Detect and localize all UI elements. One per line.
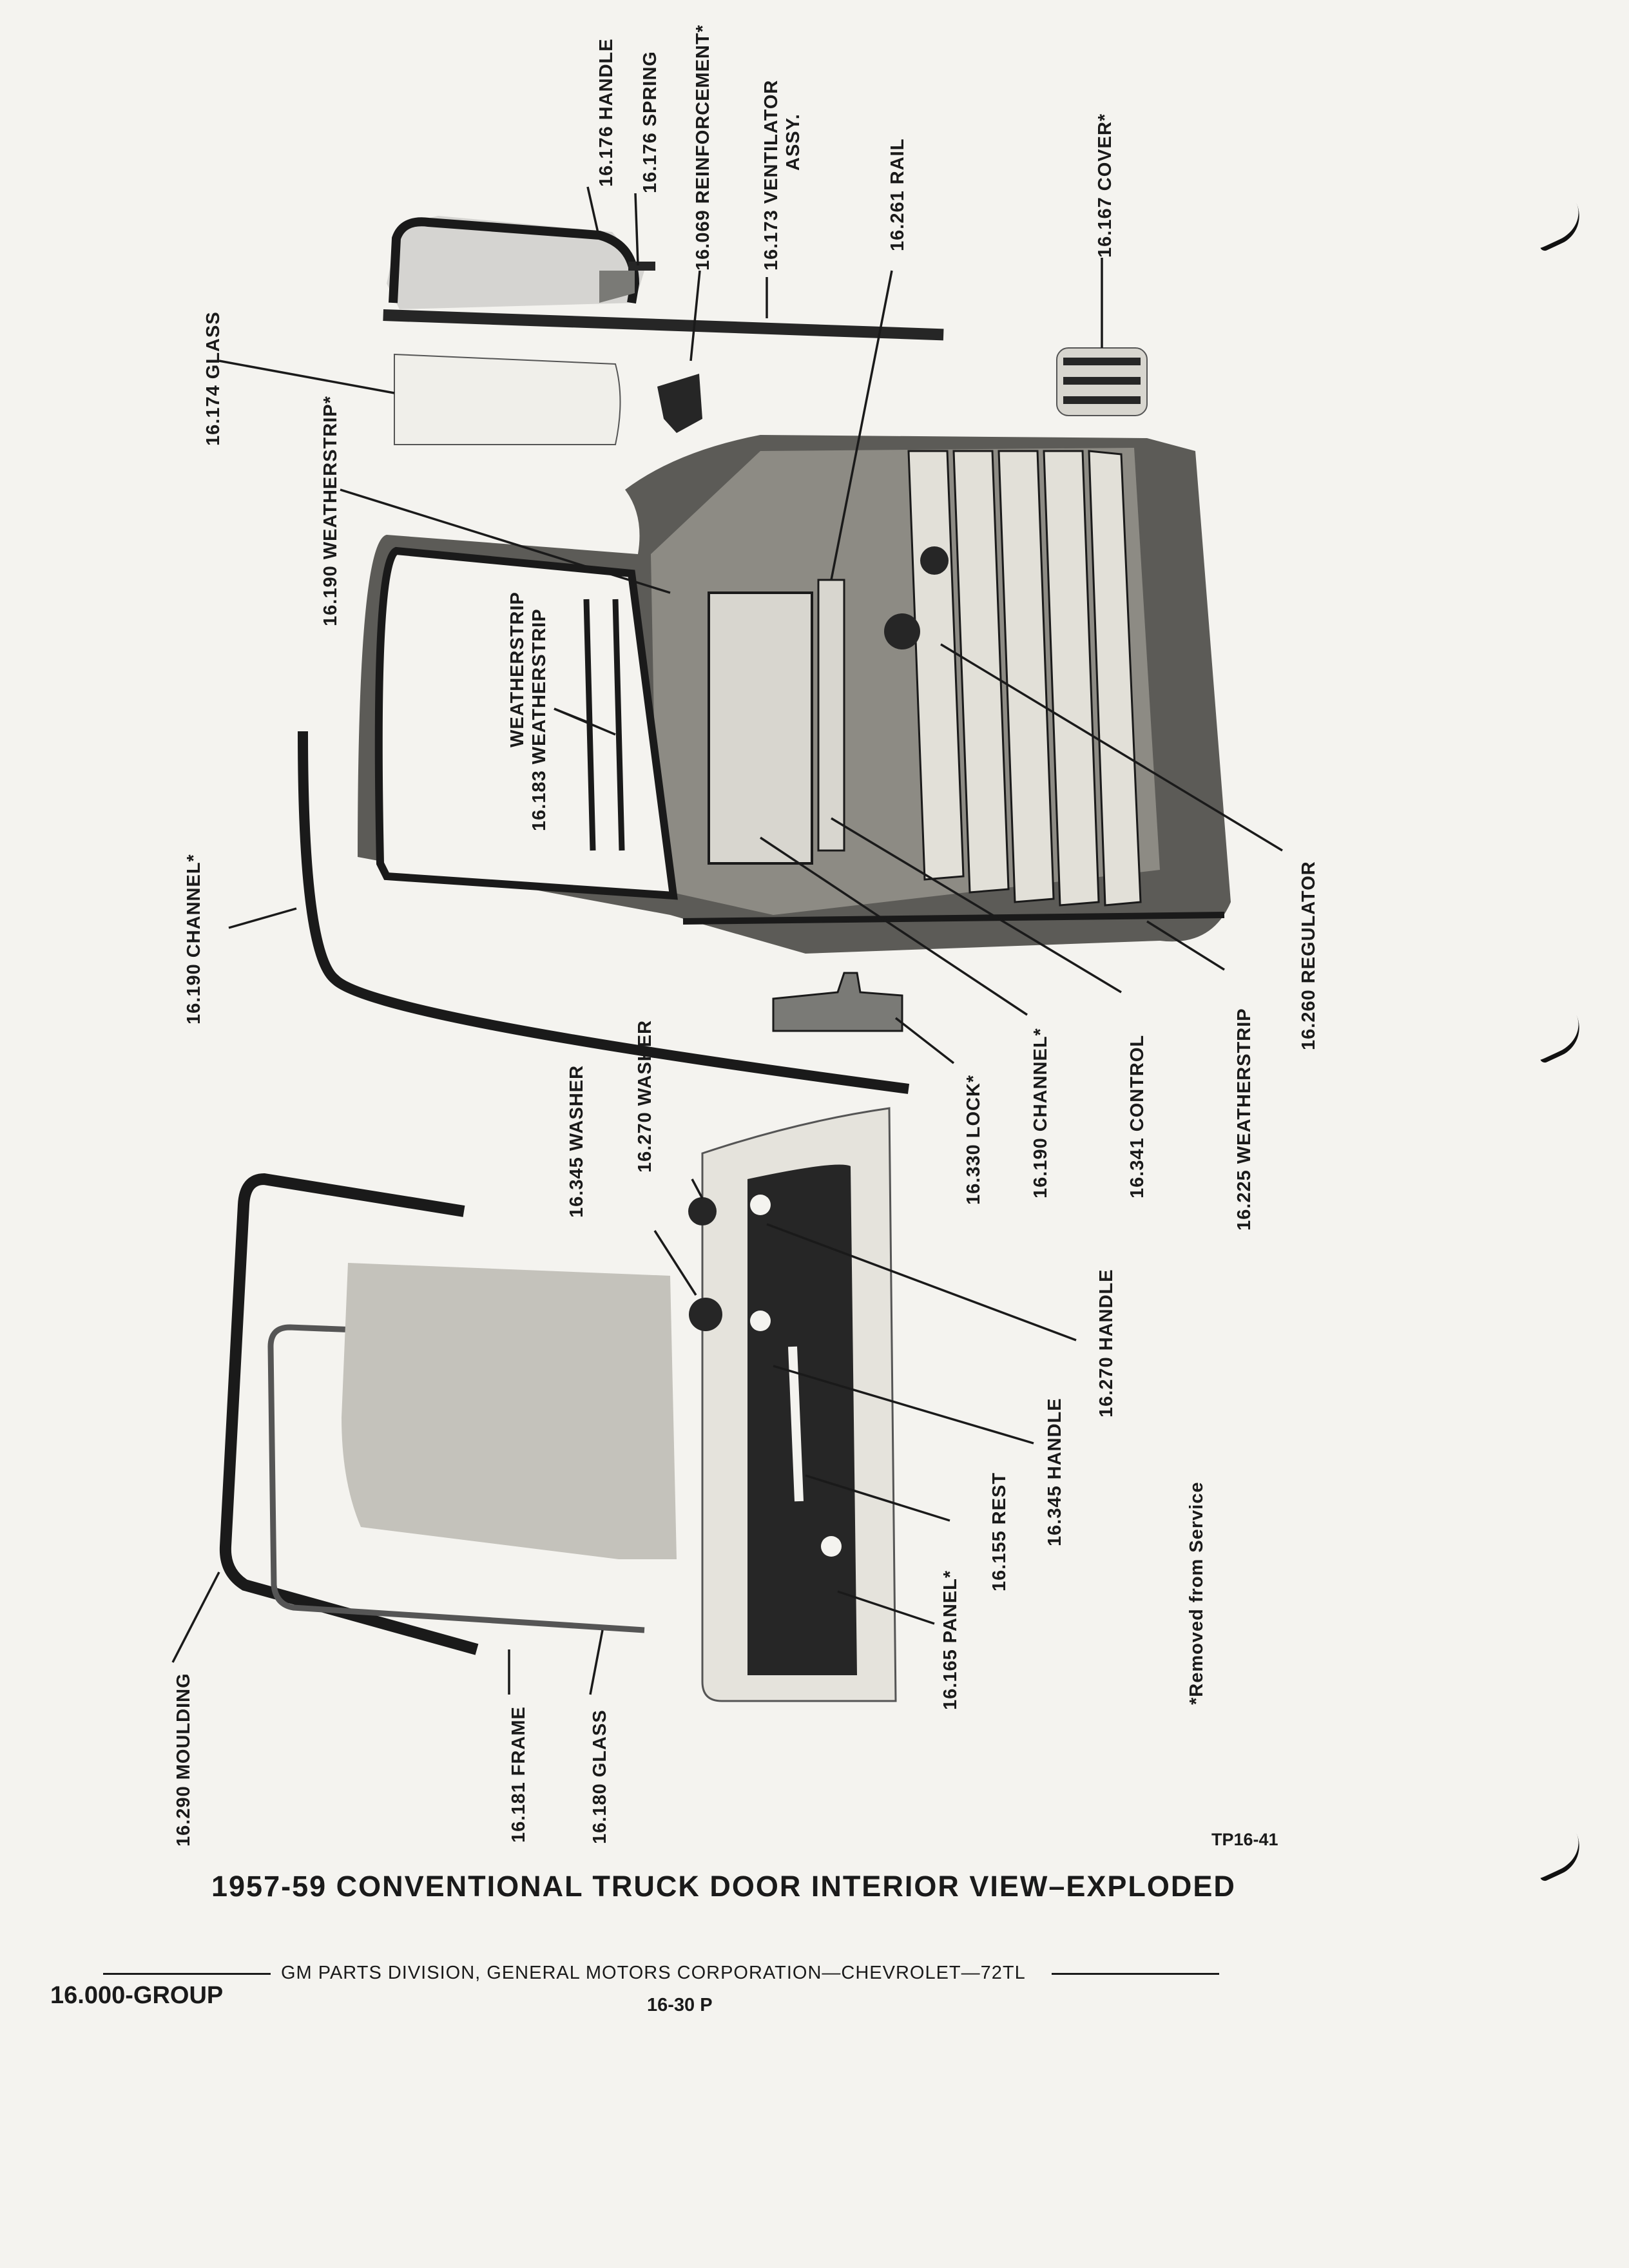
label-channel-16190-right: 16.190 CHANNEL* <box>1030 1028 1051 1198</box>
vent-glass <box>394 354 621 445</box>
label-control-16341: 16.341 CONTROL <box>1127 1034 1148 1198</box>
page-title: 1957-59 CONVENTIONAL TRUCK DOOR INTERIOR VIEW–EXPLODED <box>211 1870 1236 1903</box>
label-glass-16174: 16.174 GLASS <box>203 311 224 446</box>
label-moulding-16290: 16.290 MOULDING <box>173 1673 194 1847</box>
footer-rule-left <box>103 1973 271 1975</box>
ventilator-assembly <box>383 216 943 340</box>
label-weatherstrip-16190: 16.190 WEATHERSTRIP* <box>320 396 341 626</box>
label-weatherstrip-16183: 16.183 WEATHERSTRIP <box>529 608 550 831</box>
footer-group-code: 16.000-GROUP <box>50 1982 224 2009</box>
label-handle-16270: 16.270 HANDLE <box>1096 1269 1117 1418</box>
label-removed-note: *Removed from Service <box>1186 1481 1207 1705</box>
label-weatherstrip-plain: WEATHERSTRIP <box>507 591 528 747</box>
label-frame-16181: 16.181 FRAME <box>508 1706 529 1843</box>
door-shell <box>358 435 1231 954</box>
washer-16270-part <box>688 1197 717 1225</box>
label-spring-16176: 16.176 SPRING <box>640 51 660 193</box>
label-lock-16330: 16.330 LOCK* <box>963 1074 984 1205</box>
label-weatherstrip-16225: 16.225 WEATHERSTRIP <box>1234 1008 1255 1231</box>
washer-16345-part <box>689 1298 722 1331</box>
footer-rule-right <box>1052 1973 1219 1975</box>
label-glass-16180: 16.180 GLASS <box>590 1709 610 1844</box>
cover-part <box>1057 348 1147 416</box>
label-ventilator-16173: 16.173 VENTILATOR <box>761 79 782 271</box>
label-ventilator-16173-line2: ASSY. <box>783 113 804 171</box>
figure-code: TP16-41 <box>1211 1830 1278 1849</box>
footer-publisher <box>103 1963 1219 1984</box>
label-regulator-16260: 16.260 REGULATOR <box>1298 861 1319 1050</box>
label-channel-16190-left: 16.190 CHANNEL* <box>184 854 204 1024</box>
label-washer-16345: 16.345 WASHER <box>566 1064 587 1218</box>
trim-panel-part <box>702 1108 896 1701</box>
label-washer-16270: 16.270 WASHER <box>635 1019 655 1173</box>
footer-page-number: 16-30 P <box>647 1995 713 2015</box>
label-rail-16261: 16.261 RAIL <box>887 138 908 251</box>
label-panel-16165: 16.165 PANEL* <box>940 1570 961 1710</box>
label-handle-16176: 16.176 HANDLE <box>596 38 617 187</box>
label-handle-16345: 16.345 HANDLE <box>1045 1398 1065 1546</box>
label-cover-16167: 16.167 COVER* <box>1095 113 1115 258</box>
footer-publisher-text: GM PARTS DIVISION, GENERAL MOTORS CORPORATION—CHEVROLET—72TL <box>281 1963 1026 1983</box>
frame-and-glass <box>271 1263 677 1630</box>
lock-part <box>773 973 902 1031</box>
reinforcement-part <box>657 374 702 433</box>
label-rest-16155: 16.155 REST <box>989 1472 1010 1591</box>
label-reinforcement-16069: 16.069 REINFORCEMENT* <box>693 24 713 271</box>
